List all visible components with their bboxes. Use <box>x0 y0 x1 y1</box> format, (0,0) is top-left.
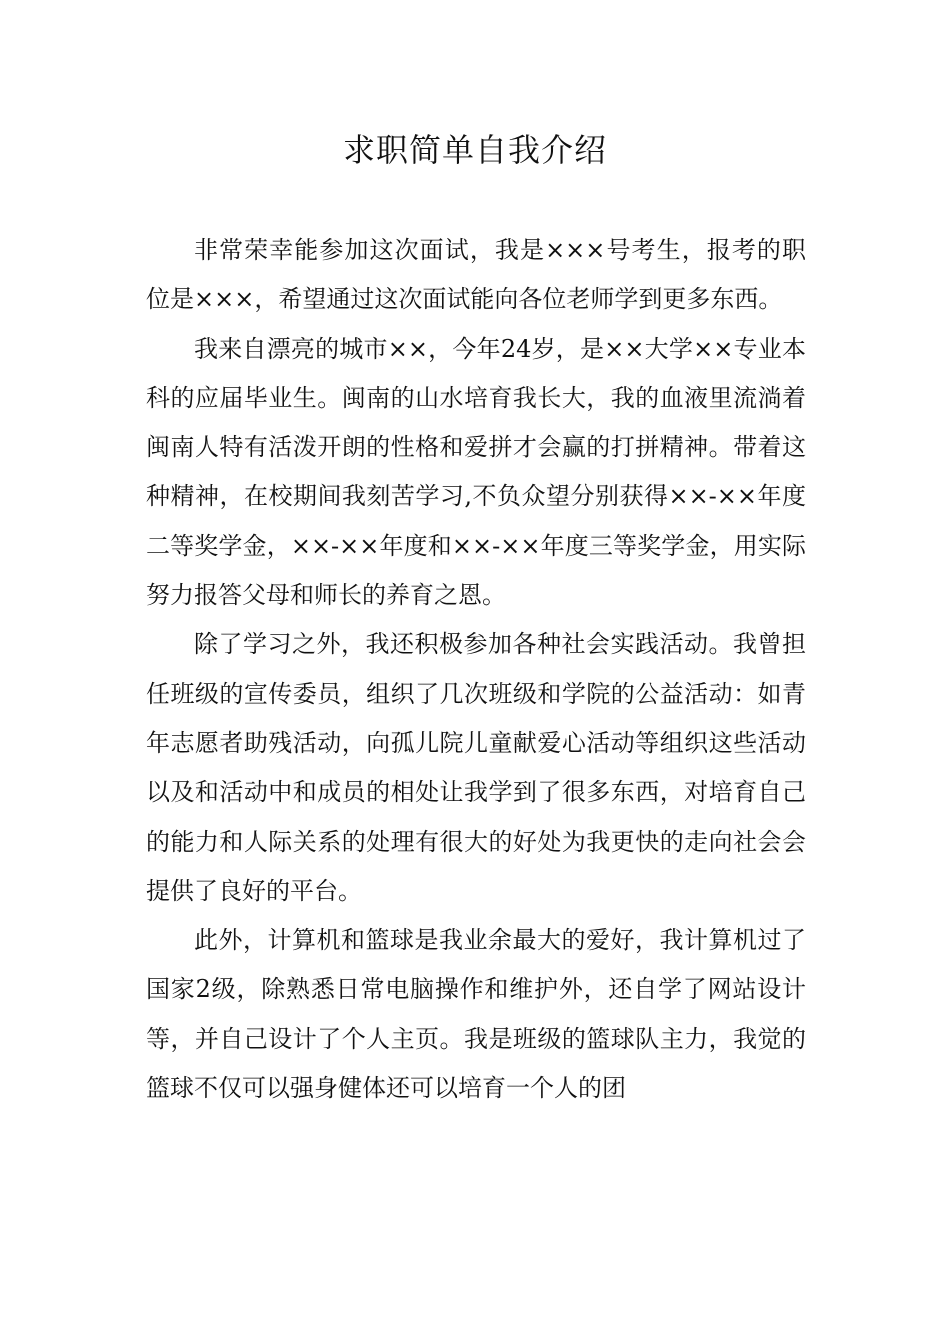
document-title: 求职简单自我介绍 <box>342 131 607 169</box>
paragraph-2: 我来自漂亮的城市××，今年24岁，是××大学××专业本科的应届毕业生。闽南的山水培育我长大，我的血液里流淌着闽南人特有活泼开朗的性格和爱拼才会赢的打拼精神。带着这种精神，在校期间我刻苦学习,不负众望分别获得××-××年度二等奖学金，××-××年度和××-××年度三等奖学金，用实际努力报答父母和师长的养育之恩。 <box>146 334 806 610</box>
paragraph-1: 非常荣幸能参加这次面试，我是×××号考生，报考的职位是×××，希望通过这次面试能向各位老师学到更多东西。 <box>146 236 806 314</box>
paragraph-4: 此外，计算机和篮球是我业余最大的爱好，我计算机过了国家2级，除熟悉日常电脑操作和维护外，还自学了网站设计等，并自己设计了个人主页。我是班级的篮球队主力，我觉的篮球不仅可以强身健体还可以培育一个人的团 <box>146 926 806 1103</box>
paragraph-3: 除了学习之外，我还积极参加各种社会实践活动。我曾担任班级的宣传委员，组织了几次班级和学院的公益活动：如青年志愿者助残活动，向孤儿院儿童献爱心活动等组织这些活动以及和活动中和成员的相处让我学到了很多东西，对培育自己的能力和人际关系的处理有很大的好处为我更快的走向社会会提供了良好的平台。 <box>146 630 806 905</box>
document-body <box>146 226 806 1113</box>
